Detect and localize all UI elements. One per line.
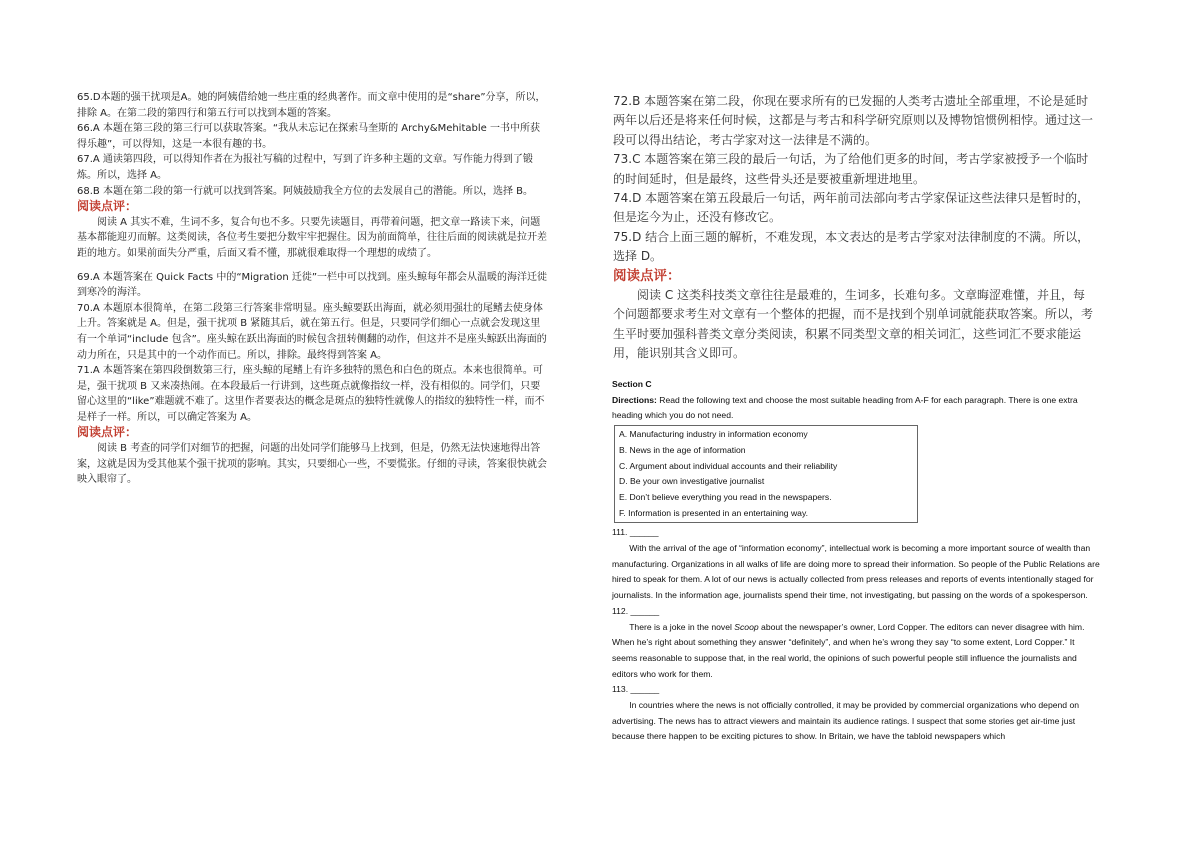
answer-67: 67.A 通读第四段，可以得知作者在为报社写稿的过程中，写到了许多种主题的文章。写作能力得到了锻炼。所以，选择 A。 (77, 154, 533, 181)
paragraph-112-part-b: about the newspaper’s owner, Lord Copper. The editors can never disagree with him. When he’s right about something they answer “definitely”, and when he’s wrong they say “to some extent, Lord Copper.” It seems reasonable to suppose that, in the real world, the opinions of such powerful people still influence the journalists and editors who work for them. (612, 621, 1085, 679)
question-113: 113. ______ (612, 684, 660, 695)
paragraph-111: With the arrival of the age of “information economy”, intellectual work is becoming a more important source of wealth than manufacturing. Organizations in all walks of life are doing more to spread their information. So people of the Public Relations are hired to speak for them. A lot of our news is actually collected from press releases and reports of events intentionally staged for journalists. In the information age, journalists spend their time, not investigating, but passing on the words of a spokesperson. (612, 543, 1100, 601)
heading-option-d: D. Be your own investigative journalist (619, 476, 765, 487)
novel-title: Scoop (734, 621, 759, 632)
reading-comment-heading-a: 阅读点评： (77, 199, 138, 214)
heading-option-e: E. Don’t believe everything you read in the newspapers. (619, 491, 832, 502)
answer-65: 65.D本题的强干扰项是A。她的阿姨借给她一些庄重的经典著作。而文章中使用的是“share”分享，所以，排除 A。在第二段的第四行和第五行可以找到本题的答案。 (77, 92, 546, 119)
heading-option-b: B. News in the age of information (619, 444, 746, 455)
heading-option-c: C. Argument about individual accounts and their reliability (619, 460, 838, 471)
directions-label: Directions: (612, 394, 657, 405)
answer-68: 68.B 本题在第二段的第一行就可以找到答案。阿姨鼓励我全方位的去发展自己的潜能。所以，选择 B。 (77, 185, 533, 197)
paragraph-112-part-a: There is a joke in the novel (629, 621, 735, 632)
section-title: Section C (612, 379, 652, 389)
paragraph-113: In countries where the news is not officially controlled, it may be provided by commercial organizations who depend on advertising. The news has to attract viewers and maintain its audience ratings. I suspect that some stories get air-time just because there happen to be exciting pictures to show. In Britain, we have the tabloid newspapers which (612, 700, 1080, 742)
reading-comment-b: 阅读 B 考查的同学们对细节的把握，问题的出处同学们能够马上找到，但是，仍然无法快速地得出答案，这就是因为受其他某个强干扰项的影响。其实，只要细心一些，不要慌张。仔细的寻读，答案很快就会映入眼帘了。 (77, 443, 547, 486)
answer-73: 73.C 本题答案在第三段的最后一句话，为了给他们更多的时间，考古学家被授予一个临时的时间延时，但是最终，这些骨头还是要被重新埋进地里。 (613, 152, 1089, 186)
spacer (77, 262, 547, 270)
reading-comment-heading-c: 阅读点评： (613, 267, 681, 284)
question-111: 111. ______ (612, 527, 659, 538)
answer-71: 71.A 本题答案在第四段倒数第三行，座头鲸的尾鳍上有许多独特的黑色和白色的斑点。本来也很简单。可是，强干扰项 B 又来凑热闹。在本段最后一行讲到，这些斑点就像指纹一样，没有相似的。同学们，只要留心这里的“like”难题就不难了。这里作者要表达的概念是斑点的独特性就像人的指纹的独特性一样，而不是样子一样。所以，可以确定答案为 A。 (77, 365, 545, 423)
right-column-chinese (613, 92, 1093, 364)
reading-comment-heading-b: 阅读点评： (77, 425, 138, 440)
answer-66: 66.A 本题在第三段的第三行可以获取答案。“我从未忘记在探索马奎斯的 Archy&Mehitable 一书中所获得乐趣”，可以得知，这是一本很有趣的书。 (77, 123, 540, 150)
left-column (77, 90, 547, 488)
section-c (612, 377, 1100, 745)
reading-comment-a: 阅读 A 其实不难，生词不多，复合句也不多。只要先读题目，再带着问题，把文章一路读下来，问题基本都能迎刃而解。这类阅读，各位考生要把分数牢牢把握住。因为前面简单，往往后面的阅读就是拉开差距的地方。如果前面失分严重，后面又看不懂，那就很难取得一个理想的成绩了。 (77, 216, 547, 259)
headings-box (614, 425, 918, 523)
directions (612, 393, 1100, 424)
directions-text: Read the following text and choose the most suitable heading from A-F for each paragraph. There is one extra heading which you do not need. (612, 394, 1078, 421)
answer-70: 70.A 本题原本很简单，在第二段第三行答案非常明显。座头鲸要跃出海面，就必须用强壮的尾鳍去使身体上升。答案就是 A。但是，强干扰项 B 紧随其后，就在第五行。但是，只要同学们细心一点就会发现这里有一个单词“include 包含”。座头鲸在跃出海面的时候包含扭转侧翻的动作，但这并不是座头鲸跃出海面的动力所在，只是其中的一个动作而已。所以，排除。最终得到答案 A。 (77, 302, 547, 361)
answer-69: 69.A 本题答案在 Quick Facts 中的“Migration 迁徙”一栏中可以找到。座头鲸每年都会从温暖的海洋迁徙到寒冷的海洋。 (77, 271, 548, 299)
question-112: 112. ______ (612, 605, 660, 616)
heading-option-a: A. Manufacturing industry in information economy (619, 429, 808, 440)
answer-74: 74.D 本题答案在第五段最后一句话，两年前司法部向考古学家保证这些法律只是暂时的，但是迄今为止，还没有修改它。 (613, 191, 1090, 225)
answer-72: 72.B 本题答案在第二段，你现在要求所有的已发掘的人类考古遗址全部重埋，不论是延时两年以后还是将来任何时候，这都是与考古和科学研究原则以及博物馆惯例相悖。通过这一段可以得出结论，考古学家对这一法律是不满的。 (613, 94, 1094, 147)
answer-75: 75.D 结合上面三题的解析，不难发现，本文表达的是考古学家对法律制度的不满。所以，选择 D。 (613, 229, 1090, 264)
heading-option-f: F. Information is presented in an entertaining way. (619, 507, 809, 518)
reading-comment-c: 阅读 C 这类科技类文章往往是最难的，生词多，长难句多。文章晦涩难懂，并且，每个问题都要求考生对文章有一个整体的把握，而不是找到个别单词就能获取答案。所以，考生平时要加强科普类文章分类阅读，积累不同类型文章的相关词汇，这些词汇不要求能运用，能识别其含义即可。 (613, 288, 1094, 361)
paragraph-112 (612, 620, 1100, 683)
